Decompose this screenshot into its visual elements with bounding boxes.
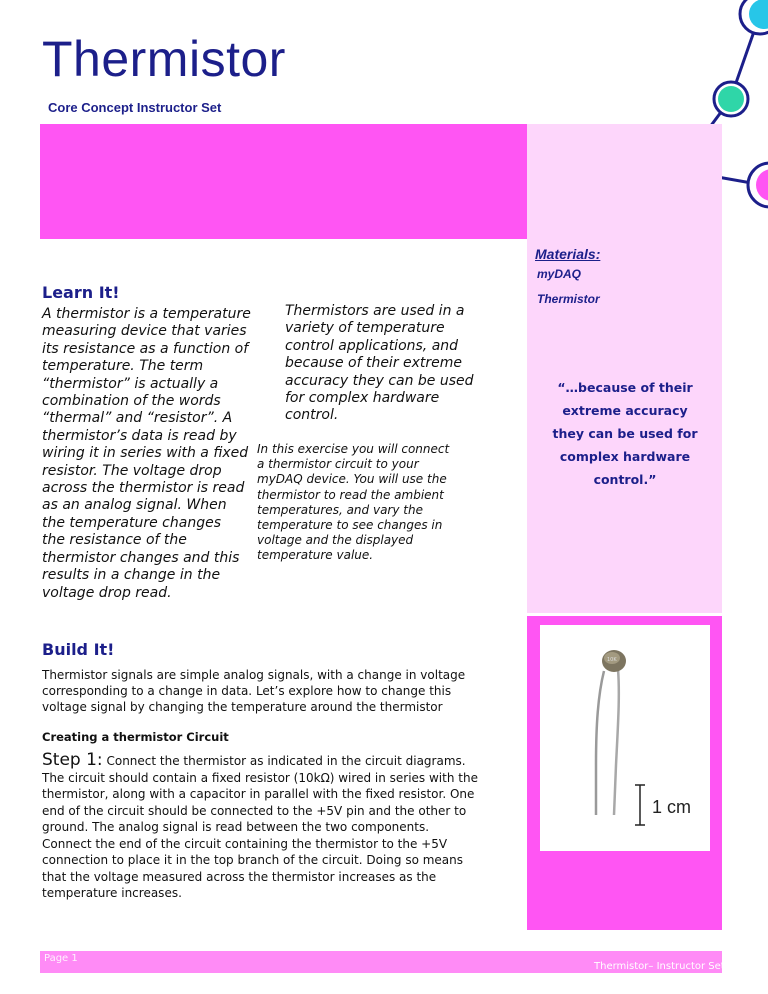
learn-column-2-intro [285,303,490,425]
page-title: Thermistor [42,31,286,87]
thermistor-lead [596,671,604,815]
text-line: thermistor, along with a capacitor in parallel with the fixed resistor. One [42,787,475,801]
text-line: ground. The analog signal is read between the two components. [42,820,430,834]
quote-line: “…because of their [557,380,693,395]
text-line: accuracy they can be used [285,372,474,389]
text-line: control. [285,407,339,424]
text-line: thermistor’s data is read by [42,427,237,444]
text-line: because of their extreme [285,355,463,372]
learn-heading: Learn It! [42,283,120,302]
text-line: measuring device that varies [42,323,247,340]
text-line: as an analog signal. When [42,497,227,514]
thermistor-marking: 10K [607,657,617,663]
text-line: Thermistor signals are simple analog signals, with a change in voltage [42,668,466,682]
materials-sidebar [527,124,722,613]
text-line: Connect the end of the circuit containing the thermistor to the +5V [42,836,448,851]
text-line: “thermal” and “resistor”. A [42,410,233,427]
teal-fill-circle [718,86,744,112]
text-line: corresponding to a change in data. Let’s explore how to change this [42,684,452,698]
text-line: voltage and the displayed [257,533,414,548]
thermistor-photo [540,625,710,851]
learn-column-2-exercise [257,442,507,564]
text-line: connection to place it in the top branch of the circuit. Doing so means [42,853,464,867]
page-subtitle: Core Concept Instructor Set [48,100,222,115]
build-intro [42,667,517,715]
text-line: that the voltage measured across the thermistor increases as the [42,869,437,884]
text-line: myDAQ device. You will use the [257,472,447,487]
text-line: across the thermistor is read [42,480,245,497]
text-line: temperature to see changes in [257,518,443,533]
learn-column-1 [42,306,257,602]
text-line: thermistor changes and this [42,549,240,566]
material-item: Thermistor [537,292,600,306]
text-line: thermistor to read the ambient [257,487,444,502]
creating-circuit-heading: Creating a thermistor Circuit [42,730,229,744]
quote-line: they can be used for [552,426,698,441]
text-line: temperature. The term [42,358,204,375]
build-heading: Build It! [42,640,115,659]
text-line: resistor. The voltage drop [42,462,222,479]
text-line: voltage signal by changing the temperature around the thermistor [42,700,443,714]
text-line: Thermistors are used in a [285,303,465,319]
text-line: The circuit should contain a fixed resistor (10kΩ) wired in series with the [42,770,478,785]
text-line: control applications, and [285,337,459,354]
pull-quote [545,376,705,491]
text-line: the resistance of the [42,532,187,549]
step-label: Step 1: [42,750,103,770]
text-line: voltage drop read. [42,584,172,601]
quote-line: complex hardware [559,449,691,464]
text-line: end of the circuit should be connected to the +5V pin and the other to [42,803,467,818]
header-banner [40,124,527,239]
text-line: for complex hardware [285,390,440,407]
quote-line: control.” [593,472,657,487]
thermistor-lead [614,669,619,815]
footer-title: Thermistor– Instructor Set [594,961,725,972]
text-line: the temperature changes [42,514,221,531]
text-line: a thermistor circuit to your [257,457,419,472]
step-1-first-line [42,752,522,770]
materials-heading: Materials: [535,246,601,262]
text-line: its resistance as a function of [42,340,249,357]
text-line: Connect the thermistor as indicated in the circuit diagrams. [106,754,466,768]
thermistor-illustration [540,625,710,851]
quote-line: extreme accuracy [562,403,688,418]
text-line: In this exercise you will connect [257,442,450,456]
text-line: “thermistor” is actually a [42,375,219,392]
material-item: myDAQ [537,267,582,281]
text-line: temperatures, and vary the [257,502,423,517]
page-number: Page 1 [44,953,78,964]
text-line: temperature increases. [42,886,182,900]
text-line: wiring it in series with a fixed [42,445,249,462]
text-line: variety of temperature [285,320,445,337]
text-line: temperature value. [257,548,374,563]
step-1 [42,752,522,902]
text-line: A thermistor is a temperature [42,306,251,322]
text-line: combination of the words [42,393,221,410]
scale-label: 1 cm [652,797,692,817]
text-line: results in a change in the [42,567,221,584]
